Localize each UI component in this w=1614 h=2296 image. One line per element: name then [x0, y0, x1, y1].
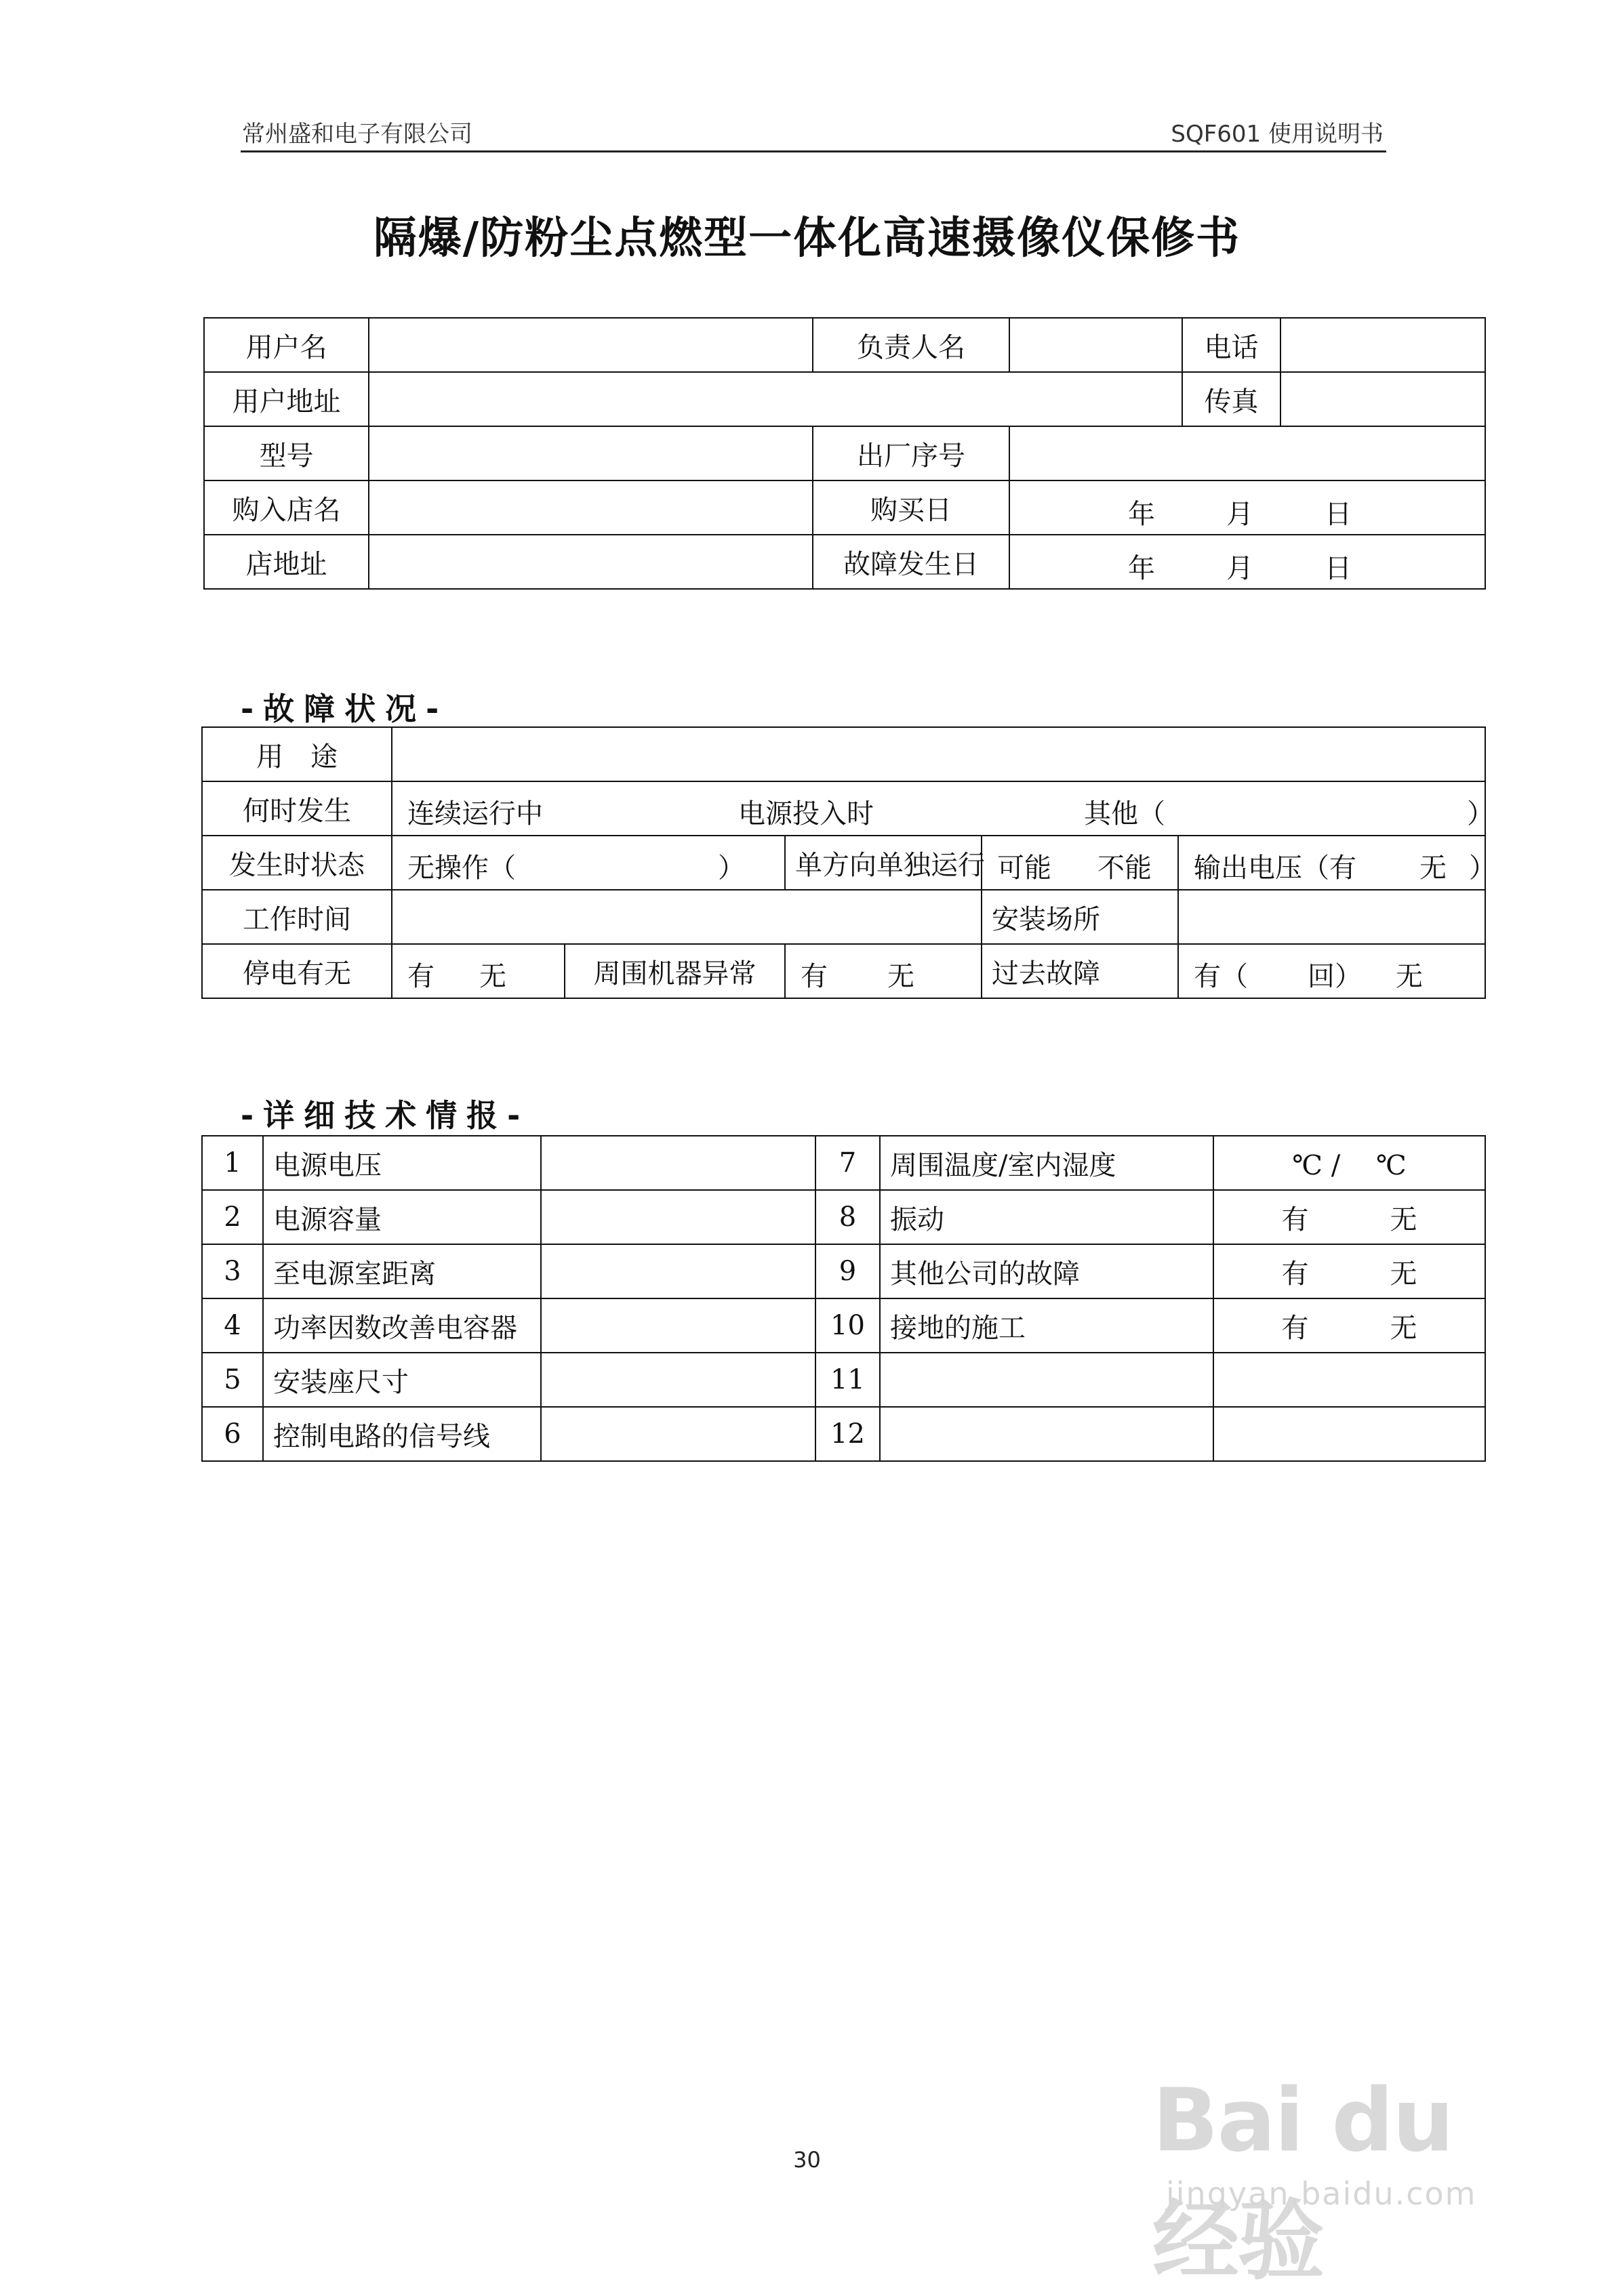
day-label: 日 [1325, 499, 1352, 530]
table-row [202, 1407, 1485, 1461]
item-value-field[interactable]: ℃ / ℃ [1213, 1136, 1485, 1190]
item-label [880, 1407, 1213, 1461]
table-row [204, 535, 1485, 589]
table-row [202, 1298, 1485, 1353]
item-number: 2 [202, 1190, 263, 1244]
table-row [202, 1190, 1485, 1244]
item-number: 4 [202, 1298, 263, 1353]
table-row [202, 1353, 1485, 1407]
past-fault-yes[interactable]: 有（ [1194, 961, 1248, 992]
option-yes[interactable]: 有 [407, 961, 435, 992]
option-no[interactable]: 无 [479, 961, 506, 992]
item-label: 振动 [880, 1190, 1213, 1244]
technical-info-table [201, 1135, 1486, 1462]
baidu-watermark [1152, 2070, 1532, 2292]
purchase-date-field[interactable] [1009, 480, 1485, 535]
item-label [880, 1353, 1213, 1407]
item-number: 9 [815, 1244, 880, 1298]
watermark-url: jingyan.baidu.com [1166, 2175, 1477, 2212]
table-row [202, 727, 1485, 781]
year-label: 年 [1128, 499, 1155, 530]
item-number: 5 [202, 1353, 263, 1407]
watermark-logo: Bai du 经验 [1152, 2070, 1453, 2292]
table-row [202, 944, 1485, 998]
option-possible[interactable]: 可能 [997, 853, 1051, 884]
fault-date-label: 故障发生日 [813, 535, 1009, 589]
fault-date-field[interactable] [1009, 535, 1485, 589]
option-yes[interactable]: 有 [801, 961, 828, 992]
user-name-label: 用户名 [204, 318, 369, 372]
item-number: 11 [815, 1353, 880, 1407]
day-label: 日 [1325, 553, 1352, 584]
item-value-field[interactable]: 有 无 [1213, 1190, 1485, 1244]
table-row [204, 480, 1485, 535]
output-voltage-no[interactable]: 无 [1419, 853, 1447, 884]
table-row [202, 890, 1485, 944]
table-row [202, 836, 1485, 890]
item-label: 功率因数改善电容器 [263, 1298, 541, 1353]
item-label: 安装座尺寸 [263, 1353, 541, 1407]
close-paren: ） [718, 853, 745, 884]
store-address-field[interactable] [369, 535, 813, 589]
item-number: 8 [815, 1190, 880, 1244]
store-name-field[interactable] [369, 480, 813, 535]
user-name-field[interactable] [369, 318, 813, 372]
option-power-on[interactable]: 电源投入时 [738, 798, 874, 829]
power-outage-options [392, 944, 565, 998]
item-number: 1 [202, 1136, 263, 1190]
month-label: 月 [1226, 553, 1253, 584]
model-field[interactable] [369, 426, 813, 480]
item-value-field[interactable] [541, 1136, 815, 1190]
past-fault-times: 回） [1308, 961, 1362, 992]
purchase-date-label: 购买日 [813, 480, 1009, 535]
usage-label: 用 途 [202, 727, 392, 781]
past-fault-options [1178, 944, 1485, 998]
year-label: 年 [1128, 553, 1155, 584]
item-number: 12 [815, 1407, 880, 1461]
state-single-direction[interactable]: 单方向单独运行 [785, 836, 982, 890]
serial-no-label: 出厂序号 [813, 426, 1009, 480]
item-value-field[interactable]: 有 无 [1213, 1244, 1485, 1298]
model-label: 型号 [204, 426, 369, 480]
work-time-label: 工作时间 [202, 890, 392, 944]
item-number: 6 [202, 1407, 263, 1461]
surrounding-machine-options [785, 944, 982, 998]
item-label: 至电源室距离 [263, 1244, 541, 1298]
past-fault-no[interactable]: 无 [1396, 961, 1423, 992]
table-row [204, 372, 1485, 426]
surrounding-machine-label: 周围机器异常 [565, 944, 785, 998]
table-row [202, 1136, 1485, 1190]
serial-no-field[interactable] [1009, 426, 1485, 480]
item-value-field[interactable] [541, 1353, 815, 1407]
item-number: 10 [815, 1298, 880, 1353]
item-value-field[interactable] [541, 1298, 815, 1353]
item-number: 7 [815, 1136, 880, 1190]
state-output-voltage [1178, 836, 1496, 890]
fault-section-title: -故障状况- [241, 691, 449, 727]
item-label: 控制电路的信号线 [263, 1407, 541, 1461]
manual-name: SQF601 使用说明书 [1171, 121, 1384, 148]
phone-field[interactable] [1280, 318, 1485, 372]
install-place-field[interactable] [1178, 890, 1485, 944]
phone-label: 电话 [1182, 318, 1280, 372]
item-value-field[interactable] [541, 1407, 815, 1461]
option-continuous[interactable]: 连续运行中 [407, 798, 543, 829]
output-voltage-yes[interactable]: 输出电压（有 [1194, 853, 1356, 884]
past-fault-label: 过去故障 [982, 944, 1178, 998]
item-number: 3 [202, 1244, 263, 1298]
close-paren: ） [1469, 853, 1496, 884]
table-row [202, 781, 1485, 836]
option-no[interactable]: 无 [887, 961, 914, 992]
item-label: 电源电压 [263, 1136, 541, 1190]
page-header [241, 108, 1386, 152]
item-value-field[interactable] [541, 1244, 815, 1298]
no-operation-text: 无操作（ [407, 853, 516, 884]
item-label: 其他公司的故障 [880, 1244, 1213, 1298]
table-row [202, 1244, 1485, 1298]
user-address-label: 用户地址 [204, 372, 369, 426]
fault-status-table [201, 726, 1496, 999]
state-possibility [982, 836, 1178, 890]
item-label: 电源容量 [263, 1190, 541, 1244]
item-value-field[interactable] [1213, 1353, 1485, 1407]
month-label: 月 [1226, 499, 1253, 530]
customer-info-table [203, 317, 1486, 590]
table-row [204, 426, 1485, 480]
state-label: 发生时状态 [202, 836, 392, 890]
store-address-label: 店地址 [204, 535, 369, 589]
item-value-field[interactable] [541, 1190, 815, 1244]
fax-field[interactable] [1280, 372, 1485, 426]
usage-field[interactable] [392, 727, 1485, 781]
option-other[interactable]: 其他（ [1084, 798, 1165, 829]
fax-label: 传真 [1182, 372, 1280, 426]
item-value-field[interactable] [1213, 1407, 1485, 1461]
close-paren: ） [1467, 798, 1494, 829]
user-address-field[interactable] [369, 372, 1182, 426]
document-title: 隔爆/防粉尘点燃型一体化高速摄像仪保修书 [373, 213, 1241, 264]
tech-section-title: -详细技术情报- [241, 1097, 530, 1134]
install-place-label: 安装场所 [982, 890, 1178, 944]
when-occurred-label: 何时发生 [202, 781, 392, 836]
state-no-operation[interactable] [392, 836, 785, 890]
company-name: 常州盛和电子有限公司 [242, 121, 472, 148]
work-time-field[interactable] [392, 890, 982, 944]
page-number: 30 [793, 2147, 821, 2173]
person-in-charge-field[interactable] [1009, 318, 1182, 372]
item-value-field[interactable]: 有 无 [1213, 1298, 1485, 1353]
store-name-label: 购入店名 [204, 480, 369, 535]
option-impossible[interactable]: 不能 [1097, 853, 1152, 884]
item-label: 周围温度/室内湿度 [880, 1136, 1213, 1190]
item-label: 接地的施工 [880, 1298, 1213, 1353]
power-outage-label: 停电有无 [202, 944, 392, 998]
table-row [204, 318, 1485, 372]
person-in-charge-label: 负责人名 [813, 318, 1009, 372]
when-occurred-options [392, 781, 1494, 836]
